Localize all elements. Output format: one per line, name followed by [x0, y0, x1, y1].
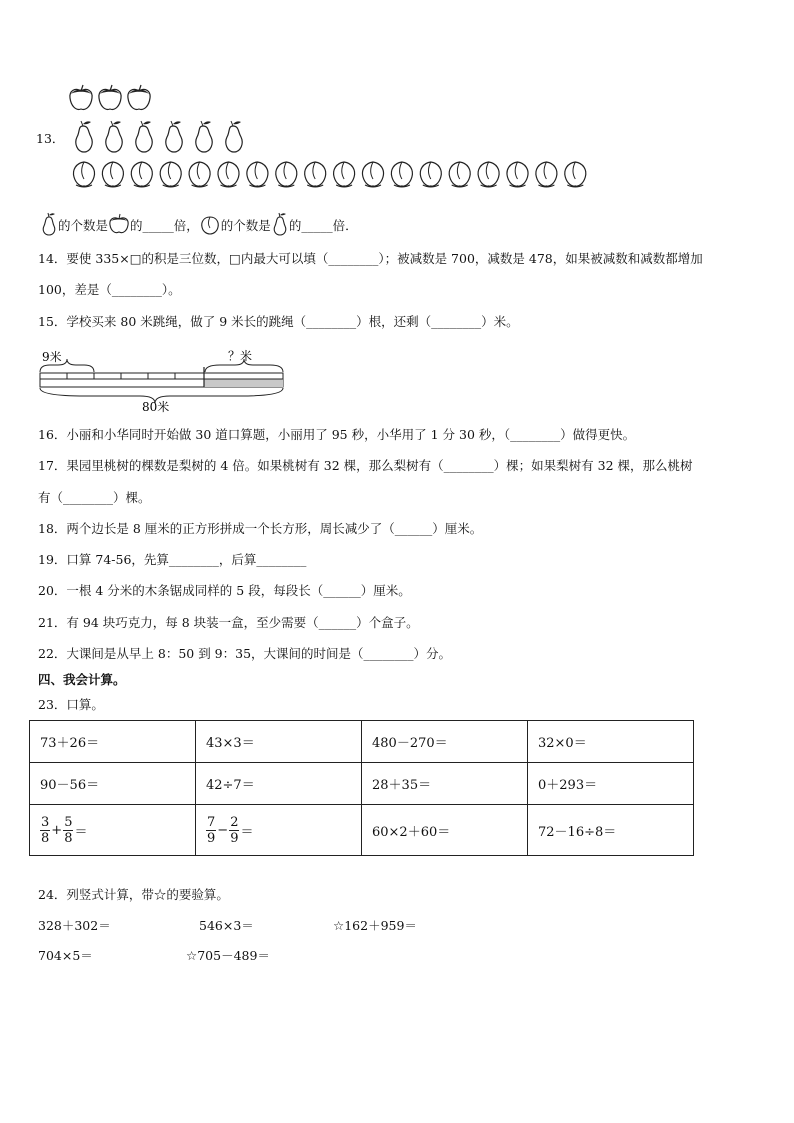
calc-cell: 0＋293＝ — [528, 763, 694, 805]
calc-cell-fraction-add: $\frac{3}{8}$ + $\frac{5}{8}$ ＝ — [30, 805, 196, 856]
q24-item-1: 328＋302＝ — [38, 918, 111, 933]
peach-icon — [507, 162, 528, 187]
fraction: $\frac{3}{8}$ — [41, 814, 50, 846]
apple-row — [70, 85, 150, 109]
peach-icon — [478, 162, 499, 187]
peach-icon — [391, 162, 412, 187]
q15-line-diagram — [30, 345, 330, 415]
q13-blank-1[interactable]: _____ — [142, 218, 174, 233]
peach-icon — [565, 162, 586, 187]
q13-fruit-figure — [0, 0, 794, 200]
q13-text-d: 的个数是 — [220, 218, 271, 233]
peach-icon — [420, 162, 441, 187]
q21-text: 21．有 94 块巧克力，每 8 块装一盒，至少需要（______）个盒子。 — [38, 615, 419, 630]
q13-blank-2[interactable]: _____ — [301, 218, 333, 233]
calc-cell: 42÷7＝ — [196, 763, 362, 805]
pear-icon — [226, 121, 242, 152]
q17-line-1: 17．果园里桃树的棵数是梨树的 4 倍。如果桃树有 32 棵，那么梨树有（________）棵；如果梨树有 32 棵，那么桃树 — [38, 458, 693, 473]
fraction: $\frac{5}{8}$ — [64, 814, 73, 846]
q13-text-b: 的 — [130, 218, 143, 233]
peach-icon — [334, 162, 355, 187]
diagram-label-9m: 9米 — [42, 350, 62, 364]
diagram-label-unknown: ？米 — [228, 349, 253, 363]
q19-text: 19．口算 74-56，先算________，后算________ — [38, 552, 307, 567]
q23-title: 23．口算。 — [38, 697, 104, 712]
peach-icon — [73, 162, 94, 187]
peach-icon — [102, 162, 123, 187]
calc-cell: 73＋26＝ — [30, 721, 196, 763]
calc-cell-fraction-sub: $\frac{7}{9}$ − $\frac{2}{9}$ ＝ — [196, 805, 362, 856]
q24-item-5: ☆705－489＝ — [186, 948, 270, 963]
pear-icon — [271, 212, 289, 236]
peach-icon — [131, 162, 152, 187]
peach-icon — [199, 213, 221, 235]
calc-cell: 480－270＝ — [362, 721, 528, 763]
peach-icon — [536, 162, 557, 187]
peach-icon — [247, 162, 268, 187]
calc-cell: 60×2＋60＝ — [362, 805, 528, 856]
q15-text: 15．学校买来 80 米跳绳，做了 9 米长的跳绳（________）根，还剩（________）米。 — [38, 314, 519, 329]
peach-icon — [449, 162, 470, 187]
q24-item-4: 704×5＝ — [38, 948, 93, 963]
diagram-label-80m: 80米 — [142, 400, 170, 414]
q13-text-e: 的 — [288, 218, 302, 233]
calc-cell: 43×3＝ — [196, 721, 362, 763]
q24-title: 24．列竖式计算，带☆的要验算。 — [38, 887, 229, 902]
q18-text: 18．两个边长是 8 厘米的正方形拼成一个长方形，周长减少了（______）厘米。 — [38, 521, 483, 536]
q14-line-1: 14．要使 335×□的积是三位数，□内最大可以填（________）；被减数是 700，减数是 478，如果被减数和减数都增加 — [38, 251, 703, 266]
q13-text-a: 的个数是 — [58, 218, 109, 233]
pear-icon — [136, 121, 152, 152]
apple-icon — [70, 85, 92, 109]
pear-icon — [76, 121, 92, 152]
q23-mental-math-table — [29, 720, 694, 856]
fraction: $\frac{7}{9}$ — [207, 814, 216, 846]
peach-icon — [362, 162, 383, 187]
peach-icon — [160, 162, 181, 187]
q24-item-2: 546×3＝ — [199, 918, 254, 933]
calc-cell: 28＋35＝ — [362, 763, 528, 805]
q14-line-2: 100，差是（________）。 — [38, 282, 181, 297]
pear-icon — [40, 212, 58, 236]
calc-cell: 90－56＝ — [30, 763, 196, 805]
q13-text-f: 倍． — [332, 218, 358, 233]
peach-icon — [218, 162, 239, 187]
apple-icon — [99, 85, 121, 109]
calc-cell: 72－16÷8＝ — [528, 805, 694, 856]
q20-text: 20．一根 4 分米的木条锯成同样的 5 段，每段长（______）厘米。 — [38, 583, 411, 598]
table-row — [30, 805, 694, 856]
q17-line-2: 有（________）棵。 — [38, 490, 151, 505]
table-row — [30, 763, 694, 805]
peach-icon — [305, 162, 326, 187]
q13-text-c: 倍， — [173, 218, 199, 233]
q24-item-3: ☆162＋959＝ — [333, 918, 417, 933]
peach-icon — [276, 162, 297, 187]
fraction: $\frac{2}{9}$ — [230, 814, 239, 846]
apple-icon — [108, 213, 130, 235]
pear-icon — [106, 121, 122, 152]
q16-text: 16．小丽和小华同时开始做 30 道口算题，小丽用了 95 秒，小华用了 1 分 30 秒，（________）做得更快。 — [38, 427, 636, 442]
peach-row — [73, 162, 585, 187]
q22-text: 22．大课间是从早上 8：50 到 9：35，大课间的时间是（________）分。 — [38, 646, 452, 661]
peach-icon — [189, 162, 210, 187]
pear-icon — [166, 121, 182, 152]
table-row — [30, 721, 694, 763]
q13-question-line — [40, 212, 358, 236]
calc-cell: 32×0＝ — [528, 721, 694, 763]
q13-number: 13． — [36, 131, 65, 146]
pear-row — [76, 121, 242, 152]
pear-icon — [196, 121, 212, 152]
apple-icon — [128, 85, 150, 109]
section-4-heading: 四、我会计算。 — [38, 672, 126, 687]
